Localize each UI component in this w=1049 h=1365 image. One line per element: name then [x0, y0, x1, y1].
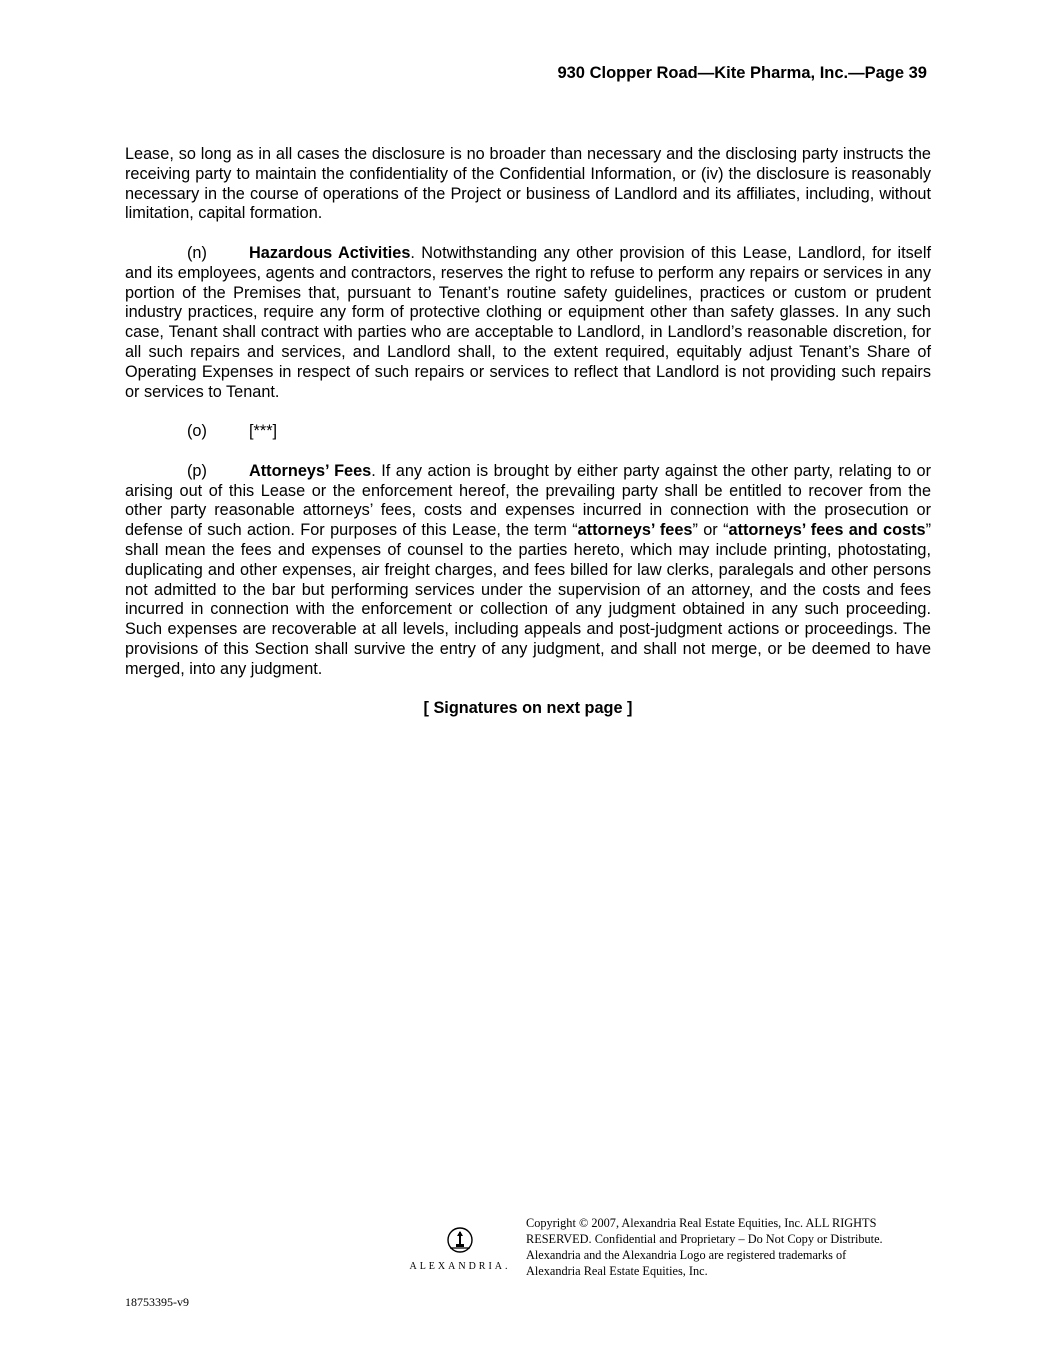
alexandria-logo: [404, 1226, 516, 1272]
section-label-p: (p): [187, 461, 207, 480]
paragraph-attorneys-fees: (p) Attorneys’ Fees. If any action is brought by either party against the other party, relating to or arising out of this Lease or the enforcement hereof, the prevailing party shall be entitled to recover from the other party reasonable attorneys’ fees, costs and expenses incurred in connection with the prosecution or defense of such action. For purposes of this Lease, the term “attorneys’ fees” or “attorneys’ fees and costs” shall mean the fees and expenses of counsel to the parties hereto, which may include printing, photostating, duplicating and other expenses, air freight charges, and fees billed for law clerks, paralegals and other persons not admitted to the bar but performing services under the supervision of an attorney, and the costs and fees incurred in connection with the enforcement or collection of any judgment obtained in any such proceeding. Such expenses are recoverable at all levels, including appeals and post-judgment actions or proceedings. The provisions of this Section shall survive the entry of any judgment, and shall not merge, or be deemed to have merged, into any judgment.: [125, 461, 931, 678]
paragraph-lease-continuation: Lease, so long as in all cases the disclosure is no broader than necessary and the disclosing party instructs the receiving party to maintain the confidentiality of the Confidential Information, or (iv) the disclosure is reasonably necessary in the course of operations of the Project or business of Landlord and its affiliates, including, without limitation, capital formation.: [125, 145, 931, 223]
signatures-note: [ Signatures on next page ]: [423, 699, 633, 718]
section-label-n: (n): [187, 243, 207, 262]
document-id: 18753395-v9: [125, 1295, 189, 1309]
section-text-p-1: If any action is brought by either party against the other party, relating to or arising out of this Lease or the enforcement hereof, the prevailing party shall be entitled to recover from the other party reasonable attorneys’ fees, costs and expenses incurred in connection with the prosecution or defense of such action. For purposes of this Lease, the term “: [125, 461, 931, 540]
alexandria-logo-icon: [445, 1226, 475, 1254]
alexandria-logo-text: ALEXANDRIA.: [409, 1261, 511, 1272]
section-label-o: (o): [187, 422, 207, 441]
paragraph-hazardous-activities: (n) Hazardous Activities. Notwithstanding any other provision of this Lease, Landlord, for itself and its employees, agents and contractors, reserves the right to refuse to perform any repairs or services in any portion of the Premises that, pursuant to Tenant’s routine safety guidelines, practices or custom or prudent industry practices, require any form of protective clothing or equipment other than safety glasses. In any such case, Tenant shall contract with parties who are acceptable to Landlord, in Landlord’s reasonable discretion, for all such repairs and services, and Landlord shall, to the extent required, equitably adjust Tenant’s Share of Operating Expenses in respect of such repairs or services to reflect that Landlord is not providing such repairs or services to Tenant.: [125, 243, 931, 401]
section-text-p-2: ” or “: [692, 521, 729, 540]
defined-term-attorneys-fees-and-costs: attorneys’ fees and costs: [728, 521, 926, 540]
copyright-notice: Copyright © 2007, Alexandria Real Estate Equities, Inc. ALL RIGHTS RESERVED. Confidential and Proprietary – Do Not Copy or Distribute. Alexandria and the Alexandria Logo are registered trademarks of Alexandria Real Estate Equities, Inc.: [526, 1216, 883, 1278]
section-text-o: [***]: [249, 422, 278, 441]
section-text-p-3: ” shall mean the fees and expenses of counsel to the parties hereto, which may include printing, photostating, duplicating and other expenses, air freight charges, and fees billed for law clerks, paralegals and other persons not admitted to the bar but performing services under the supervision of an attorney, and the costs and fees incurred in connection with the enforcement or collection of any judgment obtained in any such proceeding. Such expenses are recoverable at all levels, including appeals and post-judgment actions or proceedings. The provisions of this Section shall survive the entry of any judgment, and shall not merge, or be deemed to have merged, into any judgment.: [125, 521, 931, 678]
section-text-n: Notwithstanding any other provision of this Lease, Landlord, for itself and its employees, agents and contractors, reserves the right to refuse to perform any repairs or services in any portion of the Premises that, pursuant to Tenant’s routine safety guidelines, practices or custom or prudent industry practices, require any form of protective clothing or equipment other than safety glasses. In any such case, Tenant shall contract with parties who are acceptable to Landlord, in Landlord’s reasonable discretion, for all such repairs and services, and Landlord shall, to the extent required, equitably adjust Tenant’s Share of Operating Expenses in respect of such repairs or services to reflect that Landlord is not providing such repairs or services to Tenant.: [125, 243, 931, 401]
section-heading-hazardous-activities: Hazardous Activities: [249, 243, 411, 262]
section-heading-attorneys-fees: Attorneys’ Fees: [249, 461, 372, 480]
page-header: 930 Clopper Road—Kite Pharma, Inc.—Page 39: [557, 64, 927, 82]
document-body: [125, 145, 931, 739]
defined-term-attorneys-fees: attorneys’ fees: [577, 521, 693, 540]
paragraph-o: [125, 422, 931, 442]
